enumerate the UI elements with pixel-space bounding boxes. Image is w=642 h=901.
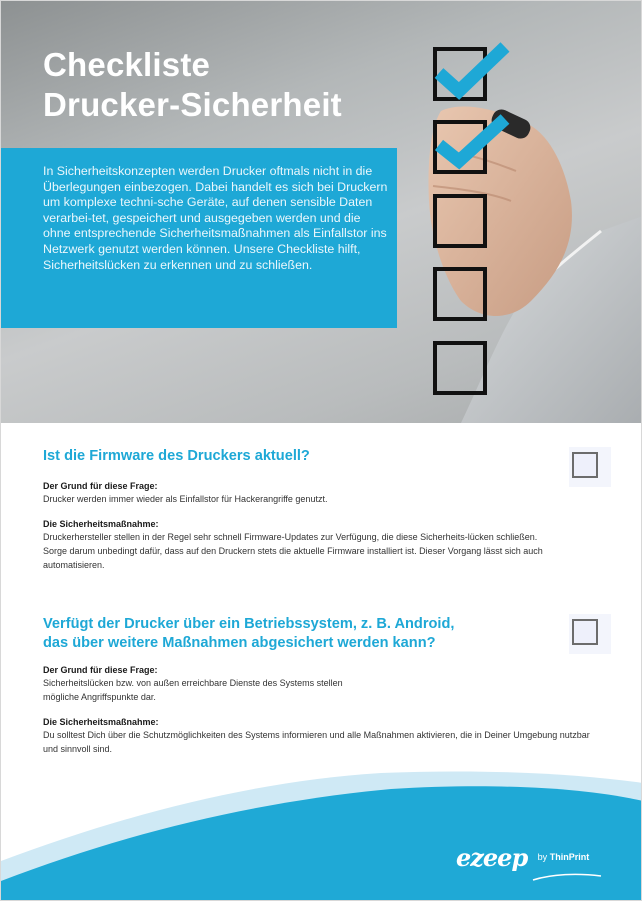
measure-label: Die Sicherheitsmaßnahme: [43,519,159,529]
logo-byline [538,852,590,862]
checklist-item-operating-system [43,615,603,756]
reason-text [43,676,603,704]
question-line-2: das über weitere Maßnahmen abgesichert werden kann? [43,635,436,651]
intro-text: In Sicherheitskonzepten werden Drucker oftmals nicht in die Überlegungen einbezogen. Dabei handelt es sich bei Druckern um komplexe techni-sche Geräte, auf denen sensible Daten verarbei-tet, gespeichert und ausgegeben werden und die ohne entsprechende Sicherheitsmaßnahmen als Einfallstor ins Netzwerk genutzt werden können. Unsere Checkliste hilft, Sicherheitslücken zu erkennen und zu schließen. [43,164,388,272]
title-line-2: Drucker-Sicherheit [43,86,342,123]
ezeep-logo [456,843,589,872]
measure-text: Du solltest Dich über die Schutzmöglichkeiten des Systems informieren und alle Maßnahmen aktivieren, die in Deiner Umgebung nutzbar und sinnvoll sind. [43,730,590,754]
intro-box [1,148,397,328]
question-title: Ist die Firmware des Druckers aktuell? [43,448,310,464]
reason-line-1: Sicherheitslücken bzw. von außen erreichbare Dienste des Systems stellen [43,678,343,688]
page-title [43,45,342,125]
reason-text: Drucker werden immer wieder als Einfallstor für Hackerangriffe genutzt. [43,494,328,504]
question-title [43,615,603,653]
reason-label: Der Grund für diese Frage: [43,665,158,675]
checklist-item-firmware [43,447,603,572]
hand-checklist-illustration [401,1,642,423]
logo-wordmark: ezeep [456,843,528,872]
title-line-1: Checkliste [43,46,211,83]
reason-label: Der Grund für diese Frage: [43,481,158,491]
measure-text: Druckerhersteller stellen in der Regel sehr schnell Firmware-Updates zur Verfügung, die diese Sicherheits-lücken schließen. Sorge darum unbedingt dafür, dass auf den Druckern stets die aktuelle Firmware installiert ist. Dieser Vorgang lässt sich auch automatisieren. [43,532,543,570]
reason-line-2: mögliche Angriffspunkte dar. [43,692,156,702]
question-line-1: Verfügt der Drucker über ein Betriebssystem, z. B. Android, [43,616,455,632]
hero-banner [1,1,642,423]
logo-by-text: by [537,852,548,862]
measure-label: Die Sicherheitsmaßnahme: [43,717,159,727]
logo-brand: ThinPrint [549,852,590,862]
logo-swoosh-icon [532,873,602,881]
